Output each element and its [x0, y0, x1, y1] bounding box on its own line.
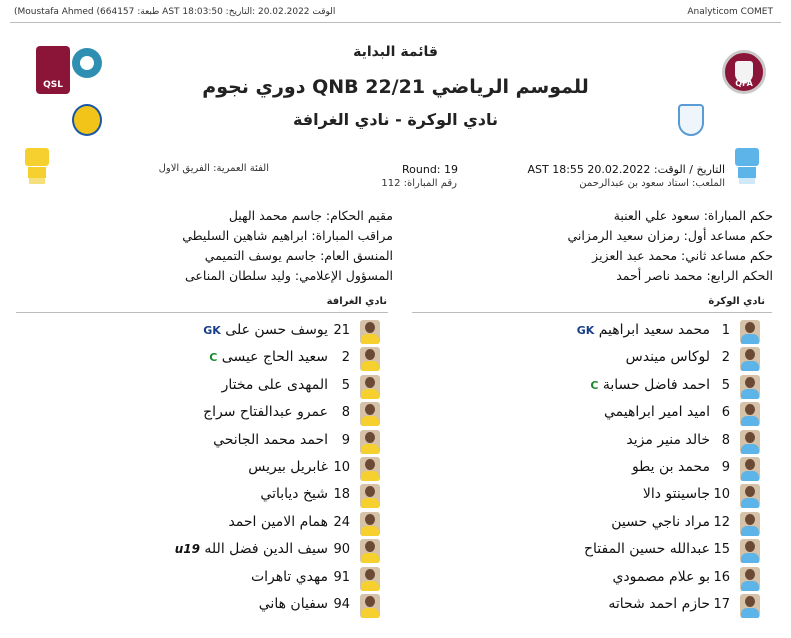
player-number: 2 — [341, 350, 350, 366]
player-row — [520, 537, 760, 564]
qsl-logo-text: QSL — [43, 80, 63, 90]
home-roster — [520, 318, 770, 619]
player-name-cell — [612, 569, 710, 585]
player-name: المهدى على مختار — [221, 376, 328, 393]
player-number: 10 — [713, 487, 730, 503]
official-referee: حكم المباراة: سعود علي العنبة — [613, 208, 773, 223]
player-row — [140, 565, 380, 592]
player-number: 2 — [721, 350, 730, 366]
player-name: جاسينتو دالا — [642, 486, 710, 503]
player-name: محمد بن يطو — [631, 458, 710, 475]
player-row — [520, 428, 760, 455]
player-photo — [360, 430, 380, 454]
official-fourth: الحكم الرابع: محمد ناصر أحمد — [616, 268, 773, 283]
player-row — [140, 592, 380, 619]
player-name: مهدي تاهرات — [250, 568, 328, 585]
player-name: عمرو عبدالفتاح سراج — [203, 404, 328, 421]
player-row — [140, 455, 380, 482]
player-number: 8 — [341, 405, 350, 421]
player-photo — [740, 375, 760, 399]
player-photo — [740, 567, 760, 591]
player-badge: C — [209, 351, 218, 365]
player-photo — [740, 512, 760, 536]
player-row — [140, 510, 380, 537]
player-number: 10 — [333, 459, 350, 475]
player-name: غابريل بيريس — [248, 458, 328, 475]
player-name-cell — [608, 596, 710, 612]
player-name-cell — [626, 349, 710, 365]
match-date-time: التاريخ / الوقت: 20.02.2022 AST 18:55 — [527, 163, 725, 176]
player-photo — [360, 567, 380, 591]
match-number: رقم المباراة: 112 — [381, 178, 457, 189]
player-name-cell — [259, 596, 328, 612]
away-team-label: نادي الغرافة — [326, 296, 387, 307]
player-name-cell — [213, 432, 328, 448]
officials-right — [567, 206, 773, 286]
player-name-cell — [175, 541, 328, 557]
player-name: محمد سعيد ابراهيم — [598, 322, 710, 338]
player-row — [520, 345, 760, 372]
player-number: 8 — [721, 432, 730, 448]
player-name: احمد فاضل حسابة — [602, 376, 710, 393]
player-photo — [740, 484, 760, 508]
player-name-cell — [222, 377, 328, 393]
away-team-divider — [16, 312, 388, 313]
league-title: دوري نجوم QNB للموسم الرياضي 22/21 — [202, 76, 589, 98]
player-number: 5 — [721, 377, 730, 393]
player-number: 21 — [333, 323, 350, 338]
home-kit-icon — [735, 148, 759, 184]
player-number: 16 — [713, 569, 730, 585]
player-badge: GK — [203, 324, 221, 337]
player-row — [520, 455, 760, 482]
player-name-cell — [209, 349, 328, 365]
player-photo — [360, 320, 380, 344]
player-photo — [360, 375, 380, 399]
player-row — [140, 428, 380, 455]
player-name-cell — [260, 486, 328, 502]
player-name-cell — [643, 486, 710, 502]
player-name: سفيان هاني — [258, 595, 328, 612]
player-row — [140, 373, 380, 400]
official-assessor: مقيم الحكام: جاسم محمد الهيل — [228, 208, 393, 223]
player-photo — [360, 539, 380, 563]
away-kit-icon — [25, 148, 49, 184]
player-number: 15 — [713, 542, 730, 558]
age-group: الفئة العمرية: الفريق الاول — [158, 163, 269, 174]
player-name: سعيد الحاج عيسى — [221, 349, 328, 366]
player-row — [520, 373, 760, 400]
player-name-cell — [604, 404, 710, 420]
player-name-cell — [590, 377, 710, 393]
player-photo — [360, 457, 380, 481]
player-name: لوكاس ميندس — [625, 349, 710, 366]
player-row — [520, 592, 760, 619]
player-number: 9 — [721, 459, 730, 475]
player-badge: u19 — [174, 542, 200, 557]
player-photo — [740, 347, 760, 371]
player-photo — [360, 594, 380, 618]
official-coordinator: المنسق العام: جاسم يوسف التميمي — [204, 248, 393, 263]
player-photo — [740, 539, 760, 563]
brand-label: Analyticom COMET — [687, 7, 773, 17]
player-name-cell — [203, 322, 328, 338]
player-photo — [740, 594, 760, 618]
player-name: همام الامين احمد — [228, 513, 328, 530]
player-photo — [740, 320, 760, 344]
player-photo — [360, 484, 380, 508]
match-title: نادي الوكرة - نادي الغرافة — [292, 110, 499, 129]
player-name: بو علام مصمودي — [612, 568, 710, 585]
player-number: 91 — [333, 569, 350, 585]
player-name-cell — [611, 514, 710, 530]
player-number: 12 — [713, 514, 730, 530]
player-photo — [360, 402, 380, 426]
player-number: 18 — [333, 487, 350, 503]
qfa-logo-text: QFA — [735, 79, 753, 88]
player-row — [520, 565, 760, 592]
player-row — [520, 318, 760, 345]
official-assistant-1: حكم مساعد أول: رمزان سعيد الرمزاني — [567, 228, 773, 243]
player-row — [520, 400, 760, 427]
player-name: حازم احمد شحاته — [608, 595, 710, 612]
player-name-cell — [577, 322, 710, 338]
away-roster — [140, 318, 390, 619]
player-photo — [740, 457, 760, 481]
match-round: Round: 19 — [402, 163, 459, 176]
print-meta: (Moustafa Ahmed (664157 :طبعة AST 18:03:50 :الوقت 20.02.2022 :التاريخ — [14, 7, 336, 17]
player-name-cell — [251, 569, 328, 585]
player-name-cell — [584, 541, 710, 557]
official-media: المسؤول الإعلامي: وليد سلطان المناعى — [185, 268, 393, 283]
player-name: يوسف حسن على — [225, 322, 328, 338]
home-team-label: نادي الوكرة — [708, 296, 765, 307]
player-row — [140, 537, 380, 564]
home-team-divider — [412, 312, 772, 313]
player-name-cell — [228, 514, 328, 530]
player-name-cell — [248, 459, 328, 475]
player-badge: GK — [576, 324, 595, 337]
player-photo — [740, 402, 760, 426]
player-name-cell — [632, 459, 710, 475]
player-name: عبدالله حسين المفتاح — [583, 541, 710, 558]
officials-left — [182, 206, 393, 286]
player-name-cell — [203, 404, 328, 420]
player-row — [140, 318, 380, 345]
player-photo — [360, 347, 380, 371]
player-name-cell — [626, 432, 710, 448]
player-number: 94 — [333, 596, 350, 612]
player-number: 24 — [333, 514, 350, 530]
player-number: 6 — [721, 405, 730, 421]
official-commissioner: مراقب المباراة: ابراهيم شاهين السليطي — [182, 228, 393, 243]
match-stadium: الملعب: استاد سعود بن عبدالرحمن — [579, 178, 725, 189]
player-name: سيف الدين فضل الله — [204, 541, 328, 558]
player-badge: C — [590, 378, 599, 392]
player-row — [140, 345, 380, 372]
player-row — [520, 510, 760, 537]
player-number: 90 — [333, 542, 350, 558]
player-number: 5 — [341, 377, 350, 393]
player-row — [520, 482, 760, 509]
player-name: اميد امير ابراهيمي — [604, 404, 710, 421]
player-number: 17 — [713, 596, 730, 612]
print-header-bar — [0, 0, 791, 24]
header-divider — [10, 22, 781, 23]
player-row — [140, 482, 380, 509]
player-name: احمد محمد الجانحي — [213, 431, 328, 448]
player-photo — [360, 512, 380, 536]
document-title: قائمة البداية — [353, 44, 438, 60]
player-name: شيخ دياباتي — [260, 486, 328, 503]
player-name: خالد منير مزيد — [626, 431, 710, 448]
player-name: مراد ناجي حسين — [611, 513, 710, 530]
player-photo — [740, 430, 760, 454]
player-number: 9 — [341, 432, 350, 448]
player-row — [140, 400, 380, 427]
official-assistant-2: حكم مساعد ثاني: محمد عبد العزيز — [592, 248, 773, 263]
player-number: 1 — [721, 323, 730, 338]
